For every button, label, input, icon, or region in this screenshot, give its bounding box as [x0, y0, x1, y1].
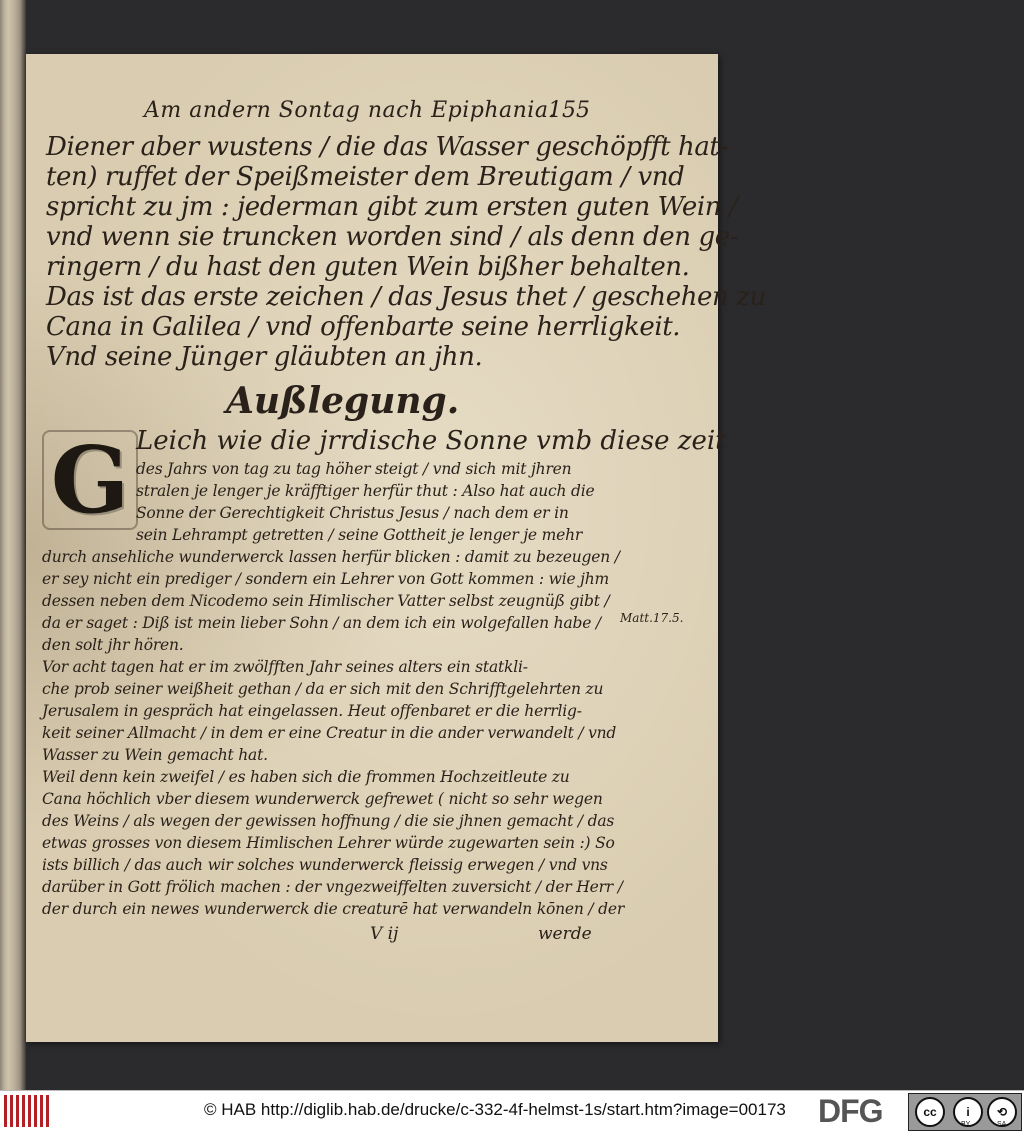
text-line: des Weins / als wegen der gewissen hoffnung / die sie jhnen gemacht / das: [42, 812, 615, 830]
page-number: 155: [548, 98, 590, 123]
book-page: [26, 54, 766, 1042]
section-heading: Außlegung.: [226, 380, 460, 422]
text-line: che prob seiner weißheit gethan / da er sich mit den Schrifftgelehrten zu: [42, 680, 604, 698]
text-line: Jerusalem in gespräch hat eingelassen. Heut offenbaret er die herrlig-: [42, 702, 582, 720]
text-line: der durch ein newes wunderwerck die creaturē hat verwandeln kōnen / der: [42, 900, 625, 918]
cc-license-badge[interactable]: [908, 1093, 1022, 1131]
catchword: werde: [538, 924, 592, 944]
cc-icon: cc: [915, 1097, 945, 1127]
text-line: Vnd seine Jünger gläubten an jhn.: [46, 342, 483, 372]
text-line: Diener aber wustens / die das Wasser geschöpfft hat-: [46, 132, 728, 162]
text-line: Cana höchlich vber diesem wunderwerck gefrewet ( nicht so sehr wegen: [42, 790, 603, 808]
text-line: dessen neben dem Nicodemo sein Himlischer Vatter selbst zeugnüß gibt /: [42, 592, 610, 610]
hab-logo[interactable]: [4, 1095, 48, 1127]
text-line: des Jahrs von tag zu tag höher steigt / vnd sich mit jhren: [136, 460, 572, 478]
book-edge: [0, 0, 26, 1090]
text-line: den solt jhr hören.: [42, 636, 184, 654]
ornamental-initial: G: [42, 430, 138, 530]
footer-bar: [0, 1090, 1024, 1131]
text-line: Wasser zu Wein gemacht hat.: [42, 746, 268, 764]
text-line: Leich wie die jrrdische Sonne vmb diese zeit: [136, 426, 726, 456]
text-line: darüber in Gott frölich machen : der vngezweiffelten zuversicht / der Herr /: [42, 878, 623, 896]
text-line: er sey nicht ein prediger / sondern ein Lehrer von Gott kommen : wie jhm: [42, 570, 610, 588]
margin-reference: Matt.17.5.: [620, 611, 684, 625]
text-line: etwas grosses von diesem Himlischen Lehrer würde zugewarten sein :) So: [42, 834, 615, 852]
signature-mark: V ij: [370, 924, 399, 944]
attribution-icon: i: [953, 1097, 983, 1127]
cc-by-label: BY: [961, 1121, 971, 1128]
share-alike-icon: ⟲: [987, 1097, 1017, 1127]
text-line: durch ansehliche wunderwerck lassen herfür blicken : damit zu bezeugen /: [42, 548, 620, 566]
text-line: vnd wenn sie truncken worden sind / als denn den ge-: [46, 222, 739, 252]
text-line: Sonne der Gerechtigkeit Christus Jesus / nach dem er in: [136, 504, 569, 522]
text-line: Das ist das erste zeichen / das Jesus thet / geschehen zu: [46, 282, 766, 312]
dfg-logo[interactable]: DFG: [818, 1093, 883, 1129]
text-line: keit seiner Allmacht / in dem er eine Creatur in die ander verwandelt / vnd: [42, 724, 617, 742]
text-line: Vor acht tagen hat er im zwölfften Jahr seines alters ein statkli-: [42, 658, 528, 676]
text-line: Weil denn kein zweifel / es haben sich die frommen Hochzeitleute zu: [42, 768, 570, 786]
running-header: Am andern Sontag nach Epiphania.: [144, 98, 556, 123]
cc-sa-label: SA: [997, 1121, 1007, 1128]
text-line: Cana in Galilea / vnd offenbarte seine herrligkeit.: [46, 312, 681, 342]
text-line: stralen je lenger je kräfftiger herfür thut : Also hat auch die: [136, 482, 595, 500]
text-line: ists billich / das auch wir solches wunderwerck fleissig erwegen / vnd vns: [42, 856, 608, 874]
text-line: sein Lehrampt getretten / seine Gottheit je lenger je mehr: [136, 526, 583, 544]
text-line: da er saget : Diß ist mein lieber Sohn / an dem ich ein wolgefallen habe /: [42, 614, 601, 632]
text-line: spricht zu jm : jederman gibt zum ersten guten Wein /: [46, 192, 738, 222]
source-link[interactable]: © HAB http://diglib.hab.de/drucke/c-332-4f-helmst-1s/start.htm?image=00173: [204, 1100, 786, 1119]
text-line: ringern / du hast den guten Wein bißher behalten.: [46, 252, 690, 282]
text-line: ten) ruffet der Speißmeister dem Breutigam / vnd: [46, 162, 685, 192]
